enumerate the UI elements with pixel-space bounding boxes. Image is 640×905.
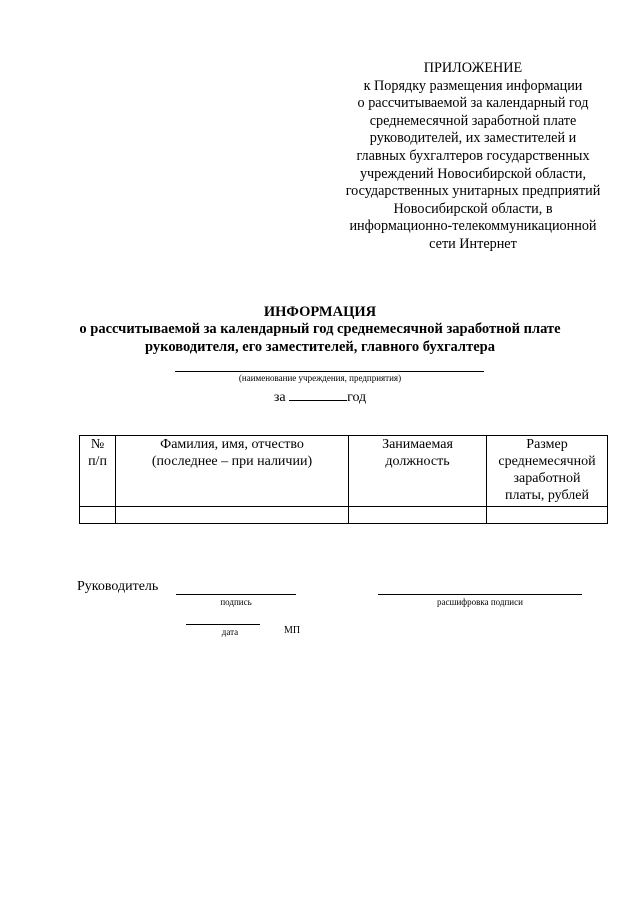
signature-decode-line[interactable] bbox=[378, 594, 582, 595]
appendix-line: сети Интернет bbox=[429, 235, 517, 252]
header-line: платы, рублей bbox=[505, 488, 589, 503]
stamp-label: МП bbox=[284, 625, 301, 636]
header-position bbox=[349, 436, 487, 507]
header-line: Фамилия, имя, отчество bbox=[160, 437, 304, 452]
info-table bbox=[79, 435, 608, 524]
header-salary bbox=[487, 436, 608, 507]
signature-label: Руководитель bbox=[77, 579, 159, 594]
header-line: Занимаемая bbox=[382, 437, 453, 452]
table-cell[interactable] bbox=[349, 507, 487, 524]
table-cell[interactable] bbox=[80, 507, 116, 524]
appendix-line: главных бухгалтеров государственных bbox=[356, 147, 590, 164]
organization-name-line bbox=[175, 371, 484, 372]
table-cell[interactable] bbox=[116, 507, 349, 524]
header-full-name bbox=[116, 436, 349, 507]
appendix-line: информационно-телекоммуникационной bbox=[349, 218, 597, 235]
appendix-line: среднемесячной заработной плате bbox=[369, 112, 577, 129]
appendix-block bbox=[332, 60, 614, 254]
date-caption: дата bbox=[221, 627, 239, 637]
header-line: Размер bbox=[526, 437, 568, 452]
header-line: заработной bbox=[513, 471, 581, 486]
header-line: должность bbox=[385, 454, 450, 469]
year-suffix: год bbox=[347, 390, 367, 405]
appendix-line: государственных унитарных предприятий bbox=[345, 183, 601, 200]
appendix-line: руководителей, их заместителей и bbox=[369, 130, 577, 147]
header-line: № bbox=[90, 437, 105, 452]
table-header-row bbox=[80, 436, 608, 507]
signature-caption: подпись bbox=[220, 597, 252, 607]
table-cell[interactable] bbox=[487, 507, 608, 524]
header-line: среднемесячной bbox=[498, 454, 596, 469]
year-prefix: за bbox=[273, 390, 286, 405]
signature-line[interactable] bbox=[176, 594, 296, 595]
year-line bbox=[0, 386, 640, 406]
appendix-line: о рассчитываемой за календарный год bbox=[357, 95, 589, 112]
subtitle-line: руководителя, его заместителей, главного бухгалтера bbox=[145, 339, 495, 355]
date-line[interactable] bbox=[186, 624, 260, 625]
signature-decode-caption: расшифровка подписи bbox=[437, 597, 523, 607]
year-blank bbox=[289, 386, 347, 401]
document-subtitle bbox=[0, 320, 640, 356]
appendix-line: учреждений Новосибирской области, bbox=[359, 165, 587, 182]
table-row bbox=[80, 507, 608, 524]
header-line: п/п bbox=[88, 454, 107, 469]
header-line: (последнее – при наличии) bbox=[151, 454, 313, 469]
appendix-line: Новосибирской области, в bbox=[393, 200, 553, 217]
header-number bbox=[80, 436, 116, 507]
appendix-line: ПРИЛОЖЕНИЕ bbox=[423, 60, 523, 76]
organization-caption: (наименование учреждения, предприятия) bbox=[238, 373, 402, 383]
subtitle-line: о рассчитываемой за календарный год среднемесячной заработной плате bbox=[79, 321, 561, 337]
document-title: ИНФОРМАЦИЯ bbox=[263, 304, 377, 320]
appendix-line: к Порядку размещения информации bbox=[363, 77, 583, 94]
